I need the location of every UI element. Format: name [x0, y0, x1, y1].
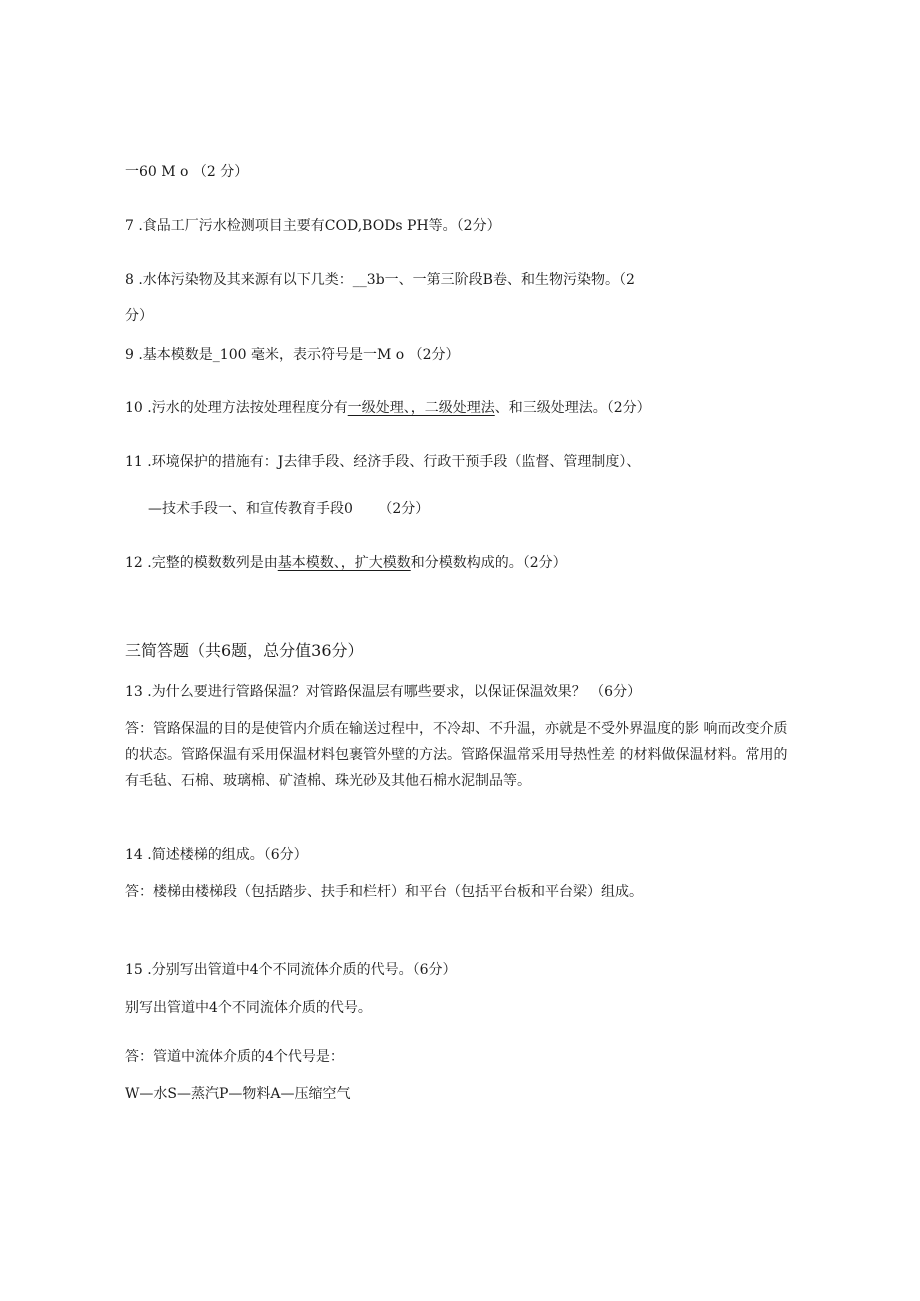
- q10-text-start: 10 .污水的处理方法按处理程度分有: [125, 400, 348, 416]
- question-13: 13 .为什么要进行管路保温？对管路保温层有哪些要求，以保证保温效果？ （6分）: [125, 684, 642, 700]
- question-14: 14 .简述楼梯的组成。（6分）: [125, 847, 308, 863]
- answer-15: 答：管道中流体介质的4个代号是：: [125, 1049, 344, 1065]
- question-15-cont: 别写出管道中4个不同流体介质的代号。: [125, 1000, 372, 1016]
- q12-underlined-answer: 基本模数、，扩大模数: [277, 555, 411, 571]
- answer-14: 答：楼梯由楼梯段（包括踏步、扶手和栏杆）和平台（包括平台板和平台梁）组成。: [125, 884, 643, 900]
- section-heading: 三简答题（共6题，总分值36分）: [125, 641, 364, 660]
- q12-text-end: 和分模数构成的。（2分）: [410, 555, 567, 571]
- line-q7: 7 .食品工厂污水检测项目主要有COD,BODs PH等。（2分）: [125, 218, 501, 234]
- question-15: 15 .分别写出管道中4个不同流体介质的代号。（6分）: [125, 962, 457, 978]
- line-q8: 8 .水体污染物及其来源有以下几类：__3b一、一第三阶段B卷、和生物污染物。（2: [125, 272, 635, 288]
- answer-15-codes: W—水S—蒸汽P—物料A—压缩空气: [125, 1086, 351, 1102]
- line-q11: 11 .环境保护的措施有：J去律手段、经济手段、行政干预手段（监督、管理制度）、: [125, 454, 641, 470]
- answer-13: 答：管路保温的目的是使管内介质在输送过程中，不冷却、不升温，亦就是不受外界温度的影 响而改变介质的状态。管路保温有采用保温材料包裹管外壁的方法。管路保温常采用导热性差 的材料做保温材料。常用的有毛毡、石棉、玻璃棉、矿渣棉、珠光砂及其他石棉水泥制品等。: [125, 721, 788, 789]
- q10-underlined-answer: 一级处理、，二级处理法: [347, 400, 495, 416]
- q12-text-start: 12 .完整的模数数列是由: [125, 555, 278, 571]
- line-q10: [125, 399, 651, 417]
- line-q9: 9 .基本模数是_100 毫米，表示符号是一M o （2分）: [125, 347, 460, 363]
- q10-text-end: 、和三级处理法。（2分）: [494, 400, 651, 416]
- line-q11-cont: —技术手段一、和宣传教育手段0 （2分）: [148, 501, 430, 517]
- line-q12: [125, 554, 567, 572]
- line-q8-cont: 分）: [125, 308, 153, 324]
- line-q6-tail: 一60 M o （2 分）: [125, 164, 249, 180]
